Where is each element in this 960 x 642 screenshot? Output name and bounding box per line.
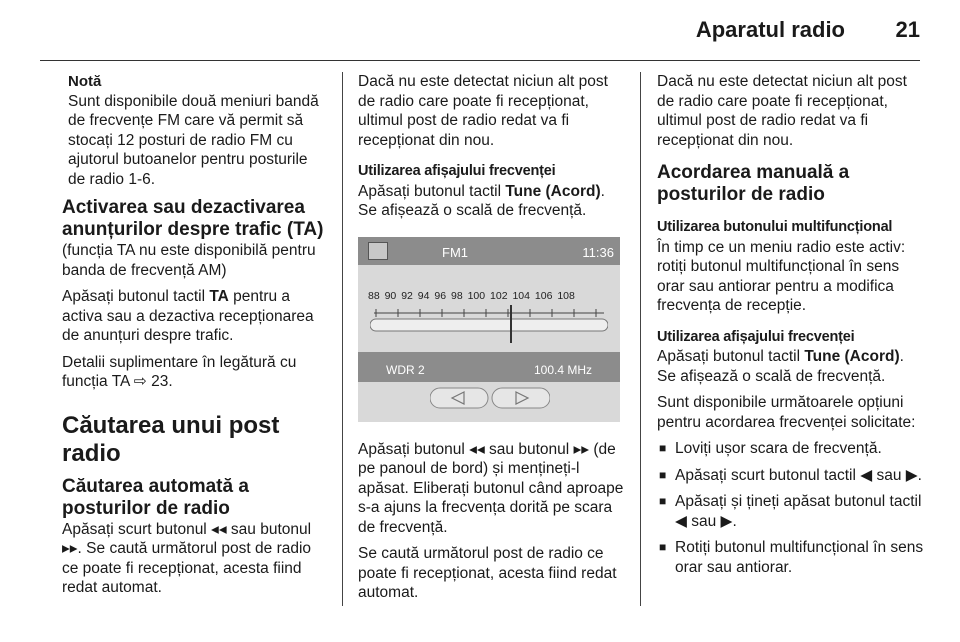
page-header xyxy=(0,0,960,60)
auto-search-heading: Căutarea automată a posturilor de radio xyxy=(62,475,249,519)
ta-paragraph-3: Detalii suplimentare în legătură cu funcția TA ⇨ 23. xyxy=(62,353,297,390)
frequency-display-heading: Utilizarea afișajului frecvenței xyxy=(358,163,556,179)
bullet-square-icon: ■ xyxy=(659,441,667,455)
screen-frequency: 100.4 MHz xyxy=(533,362,592,377)
screen-time: 11:36 xyxy=(582,244,614,260)
column-divider-2 xyxy=(640,72,641,606)
bullet-square-icon: ■ xyxy=(659,540,667,554)
col3-paragraph-3: Apăsați butonul tactil Tune (Acord). Se afișează o scală de frecvență. xyxy=(657,348,904,385)
col3-paragraph-1: Dacă nu este detectat niciun alt post de radio care poate fi recepționat, ultimul post de radio redat va fi recepționat din nou. xyxy=(657,73,907,149)
list-item: ■ Loviți ușor scara de frecvență. xyxy=(659,440,882,457)
column-divider-1 xyxy=(342,72,343,606)
ta-paragraph-2: Apăsați butonul tactil TA pentru a activa sau a dezactiva recepționarea de anunțuri despre trafic. xyxy=(62,288,314,344)
column-3 xyxy=(657,72,927,584)
col2-paragraph-3: Apăsați butonul ◂◂ sau butonul ▸▸ (de pe panoul de bord) și mențineți-l apăsat. Eliberați butonul când aproape s-a ajuns la frecvența dorită pe scara de frecvență. xyxy=(358,440,624,536)
screen-status-bar xyxy=(358,237,620,265)
page-title: Aparatul radio xyxy=(695,17,845,42)
header-divider xyxy=(40,60,920,61)
col3-paragraph-4: Sunt disponibile următoarele opțiuni pentru acordarea frecvenței solicitate: xyxy=(657,394,916,431)
bullet-square-icon: ■ xyxy=(659,494,667,508)
screen-arrow-buttons xyxy=(430,387,550,409)
col2-paragraph-2: Apăsați butonul tactil Tune (Acord). Se afișează o scală de frecvență. xyxy=(358,182,605,219)
bullet-square-icon: ■ xyxy=(659,467,667,482)
frequency-scale-labels: 88 90 92 94 96 98 100 102 104 106 108 xyxy=(368,289,575,302)
home-icon xyxy=(368,242,388,260)
note-title: Notă xyxy=(68,73,102,90)
tuning-options-list xyxy=(657,439,927,577)
col2-paragraph-1: Dacă nu este detectat niciun alt post de radio care poate fi recepționat, ultimul post de radio redat va fi recepționat din nou. xyxy=(358,73,608,149)
column-2 xyxy=(358,72,626,610)
note-body: Sunt disponibile două meniuri bandă de frecvențe FM care vă permit să stocați 12 posturi de radio FM cu ajutorul butoanelor pentru posturile de radio 1-6. xyxy=(68,92,319,188)
multifunction-knob-heading: Utilizarea butonului multifuncțional xyxy=(657,219,893,235)
page-number: 21 xyxy=(895,17,920,42)
screen-band: FM1 xyxy=(442,244,468,260)
column-1 xyxy=(62,72,328,605)
list-item: ■ Apăsați și țineți apăsat butonul tactil ◀ sau ▶. xyxy=(659,493,922,530)
frequency-scale-bar xyxy=(370,305,608,343)
ta-paragraph-1: (funcția TA nu este disponibilă pentru banda de frecvență AM) xyxy=(62,242,316,279)
manual-tuning-heading: Acordarea manuală a posturilor de radio xyxy=(657,162,850,205)
list-item: ■ Apăsați scurt butonul tactil ◀ sau ▶. xyxy=(659,466,922,484)
auto-search-paragraph: Apăsați scurt butonul ◂◂ sau butonul ▸▸. Se caută următorul post de radio ce poate fi recepționat, acesta fiind redat automat. xyxy=(62,520,312,596)
search-heading: Căutarea unui post radio xyxy=(62,411,280,467)
radio-screen-illustration xyxy=(358,237,620,422)
list-item: ■ Rotiți butonul multifuncțional în sens orar sau antiorar. xyxy=(659,539,924,576)
col3-paragraph-2: În timp ce un meniu radio este activ: rotiți butonul multifuncțional în sens orar sau antiorar pentru a modifica frecvența de recepție. xyxy=(657,238,906,314)
col2-paragraph-4: Se caută următorul post de radio ce poate fi recepționat, acesta fiind redat automat. xyxy=(358,545,617,601)
ta-heading: Activarea sau dezactivarea anunțurilor despre trafic (TA) xyxy=(62,197,324,240)
frequency-display-heading-2: Utilizarea afișajului frecvenței xyxy=(657,328,855,345)
screen-station-name: WDR 2 xyxy=(386,362,425,377)
